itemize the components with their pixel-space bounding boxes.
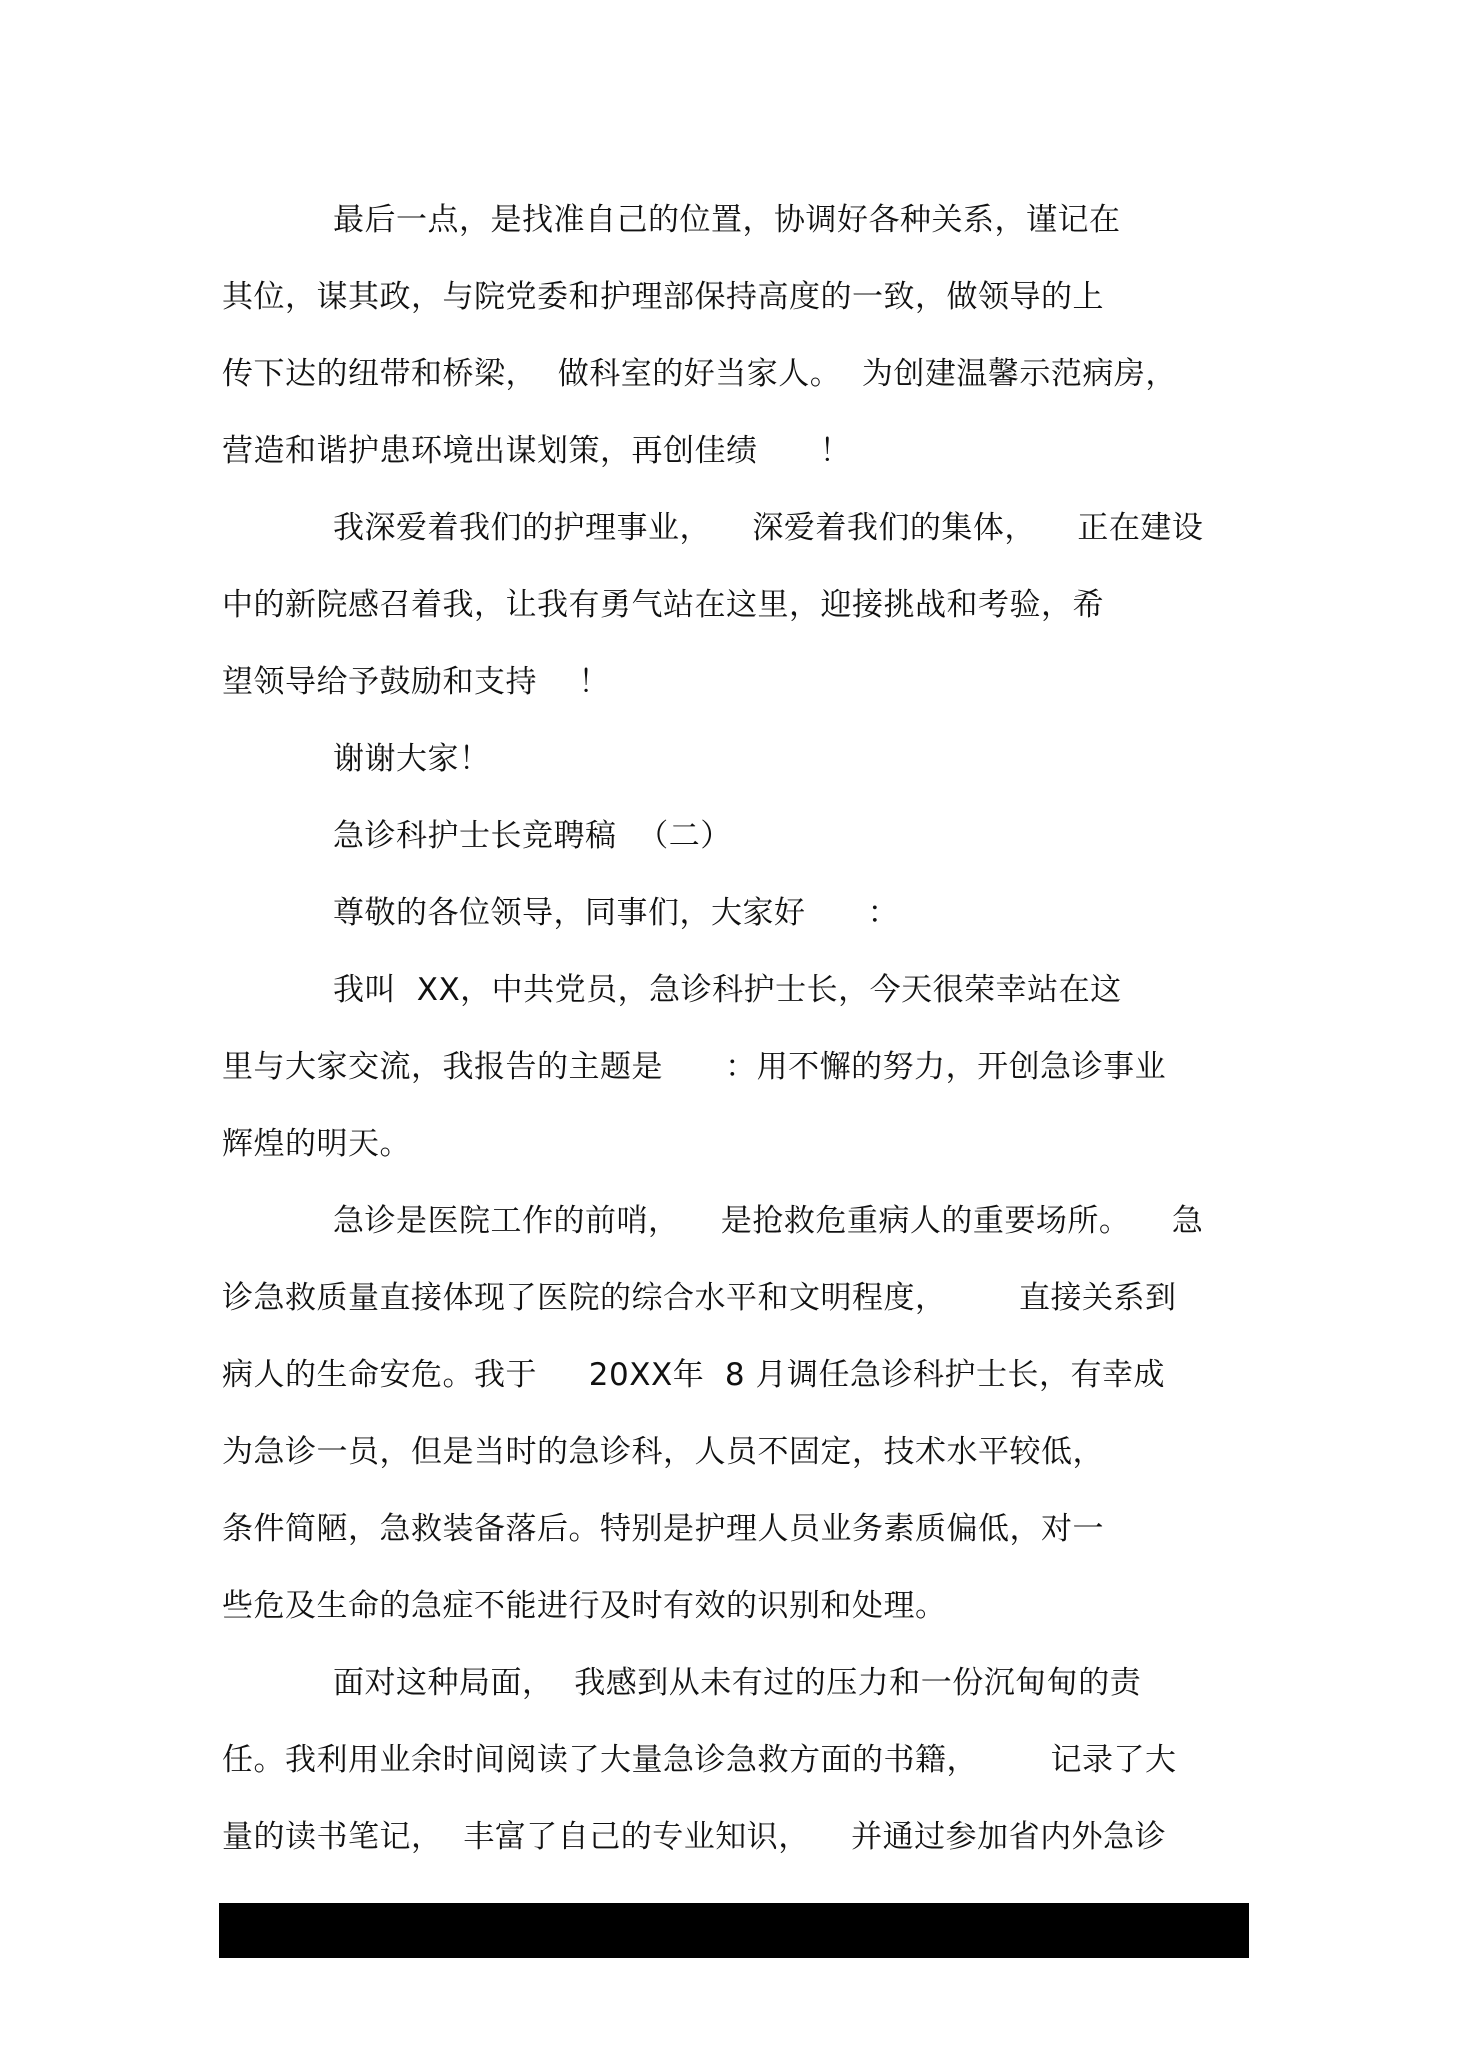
text-line: 里与大家交流，我报告的主题是 ：用不懈的努力，开创急诊事业 (222, 1049, 1167, 1085)
text-line: 我深爱着我们的护理事业， 深爱着我们的集体， 正在建设 (333, 510, 1204, 546)
text-line: 条件简陋，急救装备落后。特别是护理人员业务素质偏低，对一 (222, 1511, 1104, 1547)
text-line: 望领导给予鼓励和支持 ！ (222, 664, 610, 700)
text-line: 谢谢大家！ (333, 741, 491, 777)
text-line: 我叫 XX，中共党员，急诊科护士长，今天很荣幸站在这 (333, 972, 1122, 1008)
text-line: 中的新院感召着我，让我有勇气站在这里，迎接挑战和考验，希 (222, 587, 1104, 623)
text-line: 其位，谋其政，与院党委和护理部保持高度的一致，做领导的上 (222, 279, 1104, 315)
text-line: 为急诊一员，但是当时的急诊科，人员不固定，技术水平较低， (222, 1434, 1104, 1470)
salutation: 尊敬的各位领导，同事们，大家好 ： (333, 895, 900, 931)
text-line: 营造和谐护患环境出谋划策，再创佳绩 ！ (222, 433, 852, 469)
redaction-bar (219, 1903, 1249, 1958)
text-line: 量的读书笔记， 丰富了自己的专业知识， 并通过参加省内外急诊 (222, 1819, 1167, 1855)
text-line: 传下达的纽带和桥梁， 做科室的好当家人。 为创建温馨示范病房， (222, 356, 1177, 392)
text-line: 任。我利用业余时间阅读了大量急诊急救方面的书籍， 记录了大 (222, 1742, 1177, 1778)
text-line: 面对这种局面， 我感到从未有过的压力和一份沉甸甸的责 (333, 1665, 1142, 1701)
text-line: 急诊是医院工作的前哨， 是抢救危重病人的重要场所。 急 (333, 1203, 1204, 1239)
text-line: 诊急救质量直接体现了医院的综合水平和文明程度， 直接关系到 (222, 1280, 1177, 1316)
text-line: 些危及生命的急症不能进行及时有效的识别和处理。 (222, 1588, 947, 1624)
text-line: 最后一点，是找准自己的位置，协调好各种关系，谨记在 (333, 202, 1121, 238)
text-line: 辉煌的明天。 (222, 1126, 411, 1162)
text-line: 病人的生命安危。我于 20XX年 8 月调任急诊科护士长，有幸成 (222, 1357, 1165, 1393)
section-heading: 急诊科护士长竞聘稿 （二） (333, 818, 732, 854)
